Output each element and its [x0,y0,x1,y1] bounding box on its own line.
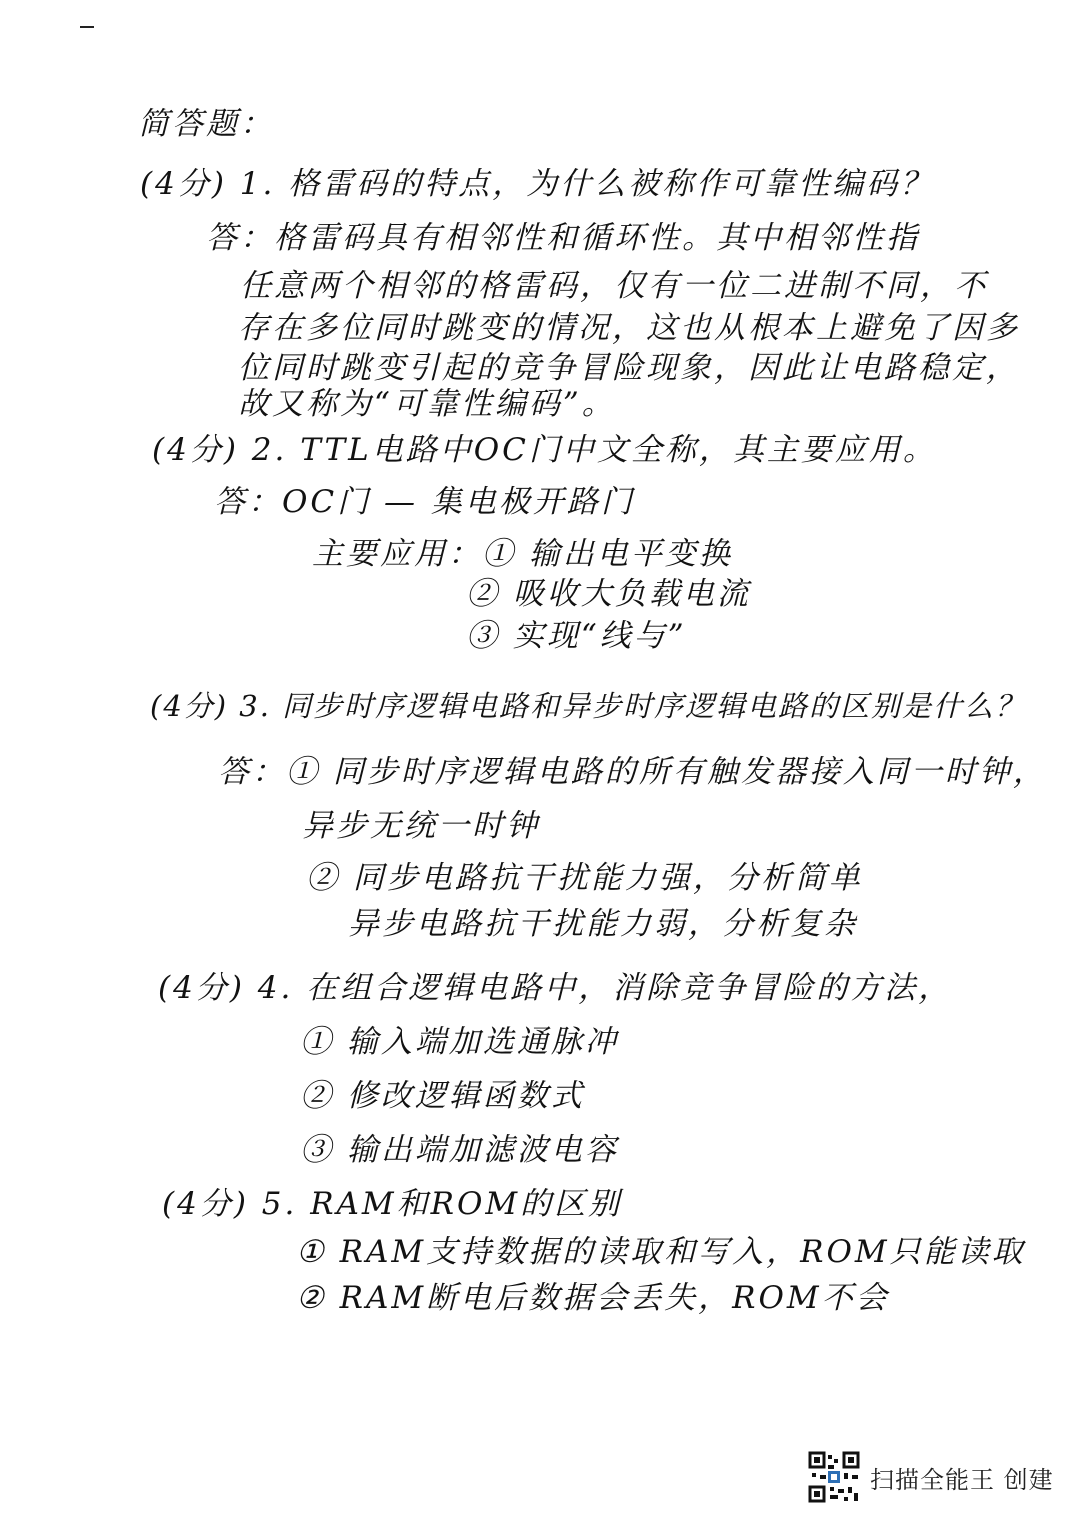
question-1-answer-line: 存在多位同时跳变的情况，这也从根本上避免了因多 [238,310,1020,346]
section-title: 简答题： [138,106,274,142]
question-1-prompt: (4分) 1. 格雷码的特点，为什么被称作可靠性编码？ [140,166,935,202]
question-3-answer-line: 答：① 同步时序逻辑电路的所有触发器接入同一时钟， [218,754,1047,790]
question-1-answer-line: 位同时跳变引起的竞争冒险现象，因此让电路稳定， [238,350,1020,386]
scanner-app-credit: 扫描全能王 创建 [870,1465,1054,1494]
question-3-answer-line: 异步电路抗干扰能力弱，分析复杂 [348,906,858,942]
question-2-answer-line: 主要应用：① 输出电平变换 [312,536,733,572]
question-1-answer-line: 任意两个相邻的格雷码，仅有一位二进制不同，不 [240,268,988,304]
question-3-answer-line: ② 同步电路抗干扰能力强，分析简单 [306,860,863,896]
question-5-answer-line: ① RAM支持数据的读取和写入，ROM只能读取 [296,1234,1026,1270]
question-2-answer-line: ③ 实现“线与” [466,618,687,654]
question-2-prompt: (4分) 2. TTL电路中OC门中文全称，其主要应用。 [152,432,937,468]
question-4-prompt: (4分) 4. 在组合逻辑电路中，消除竞争冒险的方法， [158,970,953,1006]
question-4-answer-line: ① 输入端加选通脉冲 [300,1024,619,1060]
question-4-answer-line: ③ 输出端加滤波电容 [300,1132,619,1168]
question-2-answer-line: 答：OC门 — 集电极开路门 [214,484,635,520]
qr-code-icon [808,1451,860,1503]
question-1-answer-line: 答：格雷码具有相邻性和循环性。其中相邻性指 [206,220,920,256]
question-2-answer-line: ② 吸收大负载电流 [466,576,751,612]
question-3-prompt: (4分) 3. 同步时序逻辑电路和异步时序逻辑电路的区别是什么？ [150,689,1027,723]
question-3-answer-line: 异步无统一时钟 [302,808,540,844]
corner-mark [80,26,94,28]
question-4-answer-line: ② 修改逻辑函数式 [300,1078,585,1114]
scanner-watermark [808,1450,1054,1504]
question-5-prompt: (4分) 5. RAM和ROM的区别 [162,1186,623,1222]
question-5-answer-line: ② RAM断电后数据会丢失，ROM不会 [296,1280,890,1316]
question-1-answer-line: 故又称为“可靠性编码”。 [238,386,616,422]
